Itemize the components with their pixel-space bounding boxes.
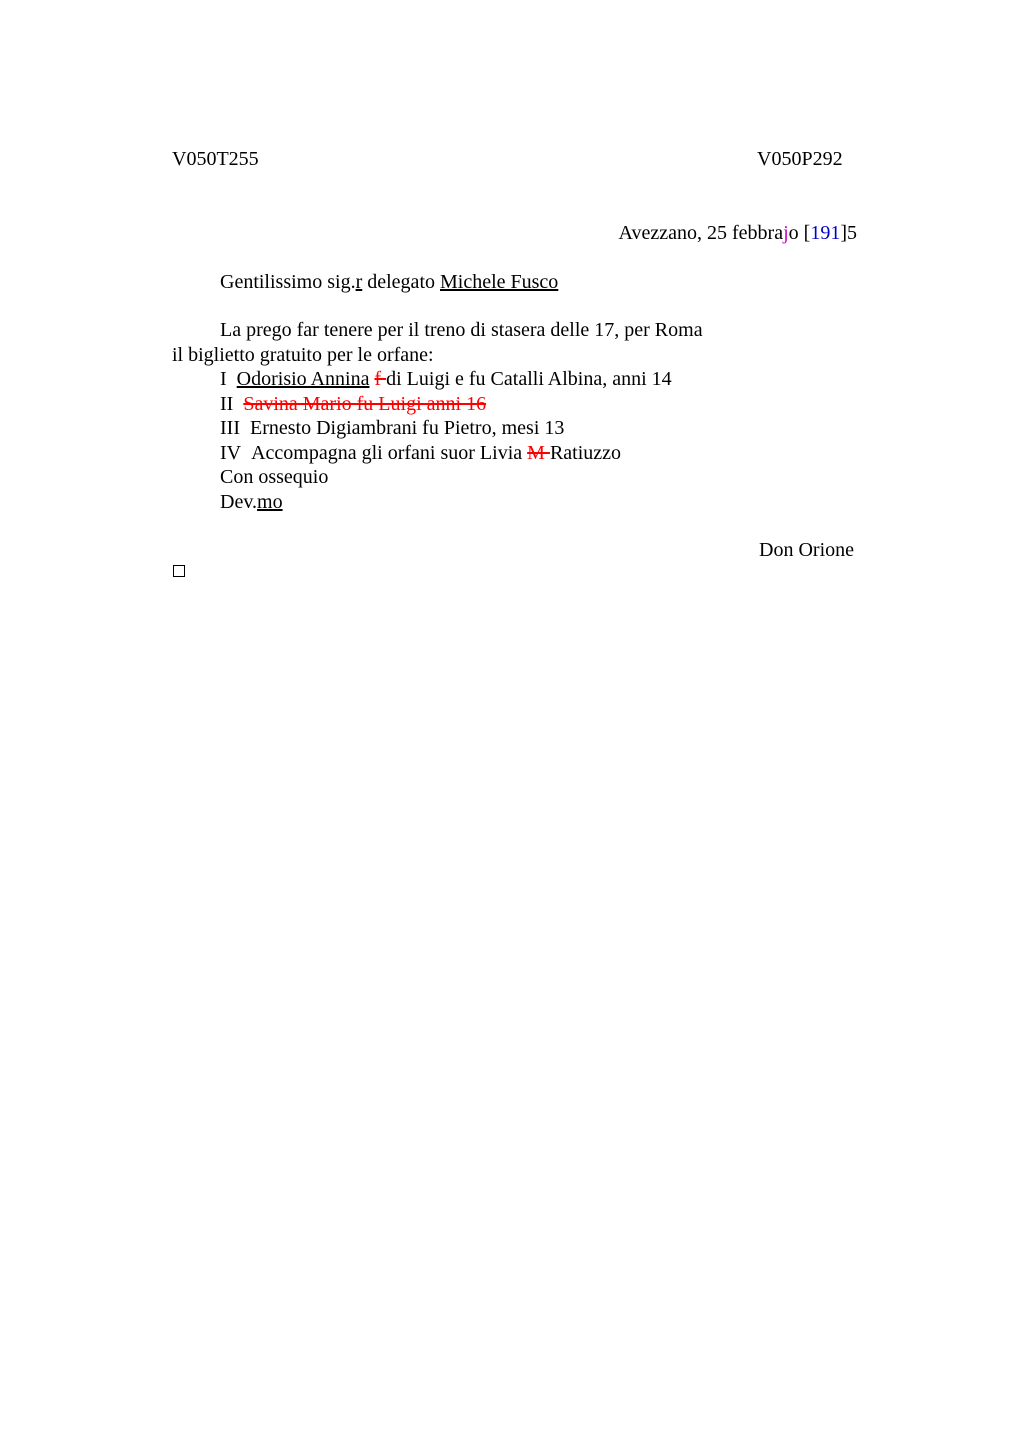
dateline-place-date: Avezzano, 25 febbr [618,222,775,244]
list-item-numeral: II [220,393,234,415]
body-line-1: La prego far tenere per il treno di stasera delle 17, per Roma [220,319,703,341]
dateline-bracket-open: [ [798,222,811,244]
list-item-text: Accompagna gli orfani suor Livia [251,442,528,464]
salutation-name: Michele Fusco [440,271,559,293]
dateline-month-o: o [788,222,799,244]
devotion-prefix: Dev. [220,491,258,513]
body-line-2: il biglietto gratuito per le orfane: [172,344,434,366]
closing-devotion [220,490,283,514]
list-item-name: Odorisio Annina [236,368,370,390]
dateline-month-j: j [783,222,789,244]
signature: Don Orione [759,539,854,561]
list-item-numeral: IV [220,442,242,464]
document-code-right: V050P292 [757,148,843,170]
list-item-1 [220,367,672,391]
salutation-prefix: Gentilissimo sig. [220,271,356,293]
list-item-4 [220,441,621,465]
list-item-deletion: M [527,442,550,464]
salutation-middle: delegato [362,271,440,293]
salutation-abbr: r [355,271,363,293]
list-item-text-after: Ratiuzzo [549,442,622,464]
checkbox-square [173,565,185,577]
list-item-numeral: I [220,368,227,390]
dateline-month-a: a [774,222,784,244]
document-code-left: V050T255 [172,148,259,170]
list-item-deletion: f [374,368,387,390]
list-item-text: Ernesto Digiambrani fu Pietro, mesi 13 [249,417,565,439]
list-item-3 [220,416,564,440]
list-item-text: di Luigi e fu Catalli Albina, anni 14 [386,368,672,390]
salutation [220,270,558,294]
list-item-2 [220,392,486,416]
devotion-suffix: mo [257,491,283,513]
dateline-year-close: ]5 [840,222,857,244]
list-item-numeral: III [220,417,240,439]
dateline [619,221,857,245]
list-item-deletion: Savina Mario fu Luigi anni 16 [243,393,487,415]
dateline-year-restored: 191 [810,222,841,244]
closing-greeting: Con ossequio [220,466,329,488]
